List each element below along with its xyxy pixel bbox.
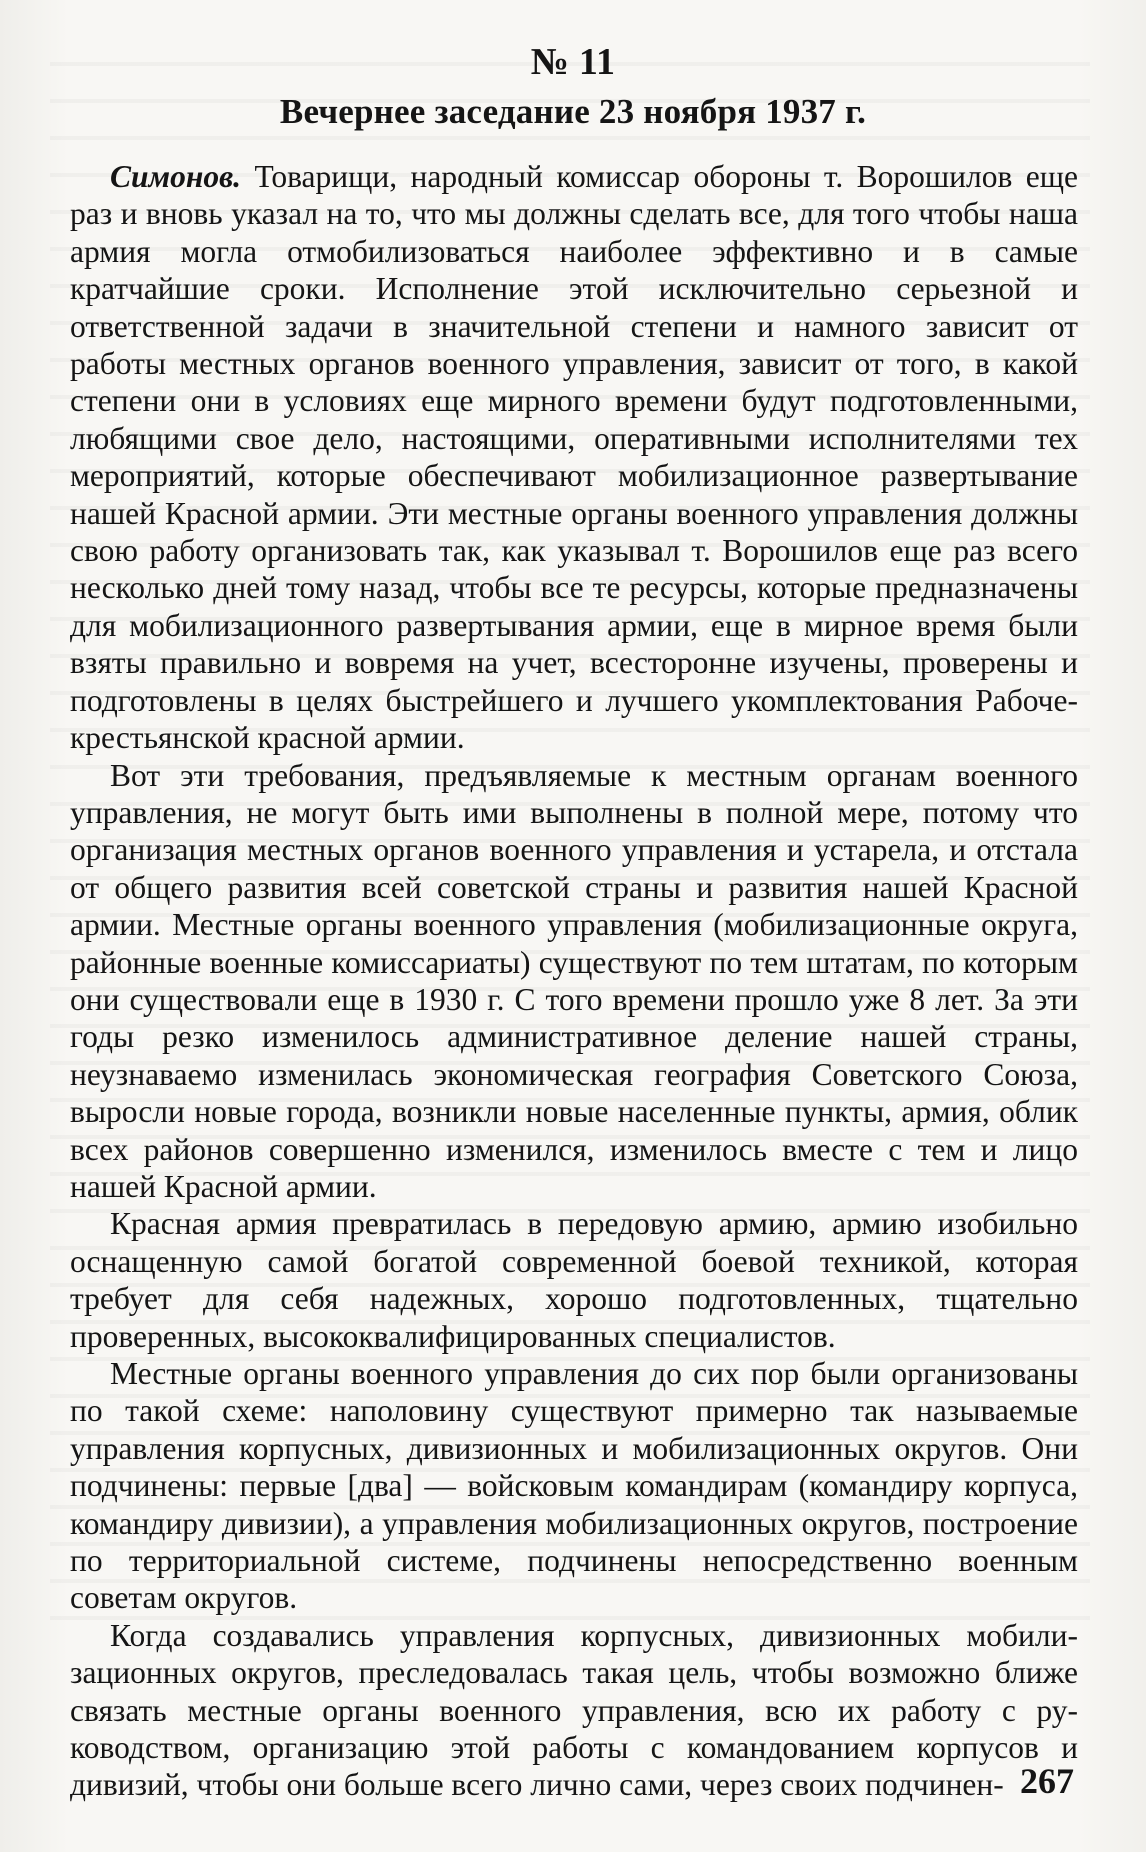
session-title: Вечернее заседание 23 ноября 1937 г. [279,92,867,131]
page-number: 267 [1020,1761,1074,1801]
paragraph-4: Местные органы военного управления до сих пор были организованы по такой схеме: наполовину существуют примерно так называемые управления корпусных, дивизионных и мобилизационных округов. Они подчинены: первые [два] — войсковым командирам (командиру корпуса, командиру дивизии), а управления мобилизационных округов, построение по территориальной системе, подчинены непосредственно военным советам округов. [70,1356,1078,1616]
speaker-name: Симонов. [110,159,242,194]
document-number: № 11 [530,41,616,83]
paragraph-2: Вот эти требования, предъявляемые к местным органам военного управления, не могут быть ими выполнены в полной мере, потому что организация местных органов военного управления и устарела, и отстала от общего развития всей советской страны и развития нашей Красной армии. Местные органы военного управления (мобилизационные округа, районные военные комиссариаты) существуют по тем штатам, по которым они существовали еще в 1930 г. С того времени прошло уже 8 лет. За эти годы резко изменилось административное деление нашей страны, неузнаваемо изменилась экономическая география Советского Союза, выросли новые города, возникли новые населенные пункты, армия, облик всех районов совершенно изменился, изменилось вместе с тем и лицо нашей Красной армии. [70,757,1078,1204]
paragraph-1 [70,158,1078,757]
paragraph-5: Когда создавались управления корпусных, дивизионных мобилизационных округов, преследовалась такая цель, чтобы возможно ближе связать местные органы военного управления, всю их работу с руководством, организацию этой работы с командованием корпусов и дивизий, чтобы они больше всего лично сами, через своих подчинен- [70,1617,1078,1803]
paragraph-3: Красная армия превратилась в передовую армию, армию изобильно оснащенную самой богатой современной боевой техникой, которая требует для себя надежных, хорошо подготовленных, тщательно проверенных, высококвалифицированных специалистов. [70,1206,1078,1354]
paragraph-1-text: Товарищи, народный комиссар обороны т. Ворошилов еще раз и вновь указал на то, что мы должны сделать все, для того чтобы наша армия могла отмобилизоваться наиболее эффективно и в самые кратчайшие сроки. Исполнение этой исключительно серьезной и ответственной задачи в значительной степени и намного зависит от работы местных органов военного управления, зависит от того, в какой степени они в условиях еще мирного времени будут подготовленными, любящими свое дело, настоящими, оперативными исполнителями тех мероприятий, которые обеспечивают мобилизационное развертывание нашей Красной армии. Эти местные органы военного управления должны свою работу организовать так, как указывал т. Ворошилов еще раз всего несколько дней тому назад, чтобы все те ресурсы, которые предназначены для мобилизационного развертывания армии, еще в мирное время были взяты правильно и вовремя на учет, всесторонне изучены, проверены и подготовлены в целях быстрейшего и лучшего укомплектования Рабоче-крестьянской красной армии. [70,159,1078,756]
body-text [70,158,1078,1804]
